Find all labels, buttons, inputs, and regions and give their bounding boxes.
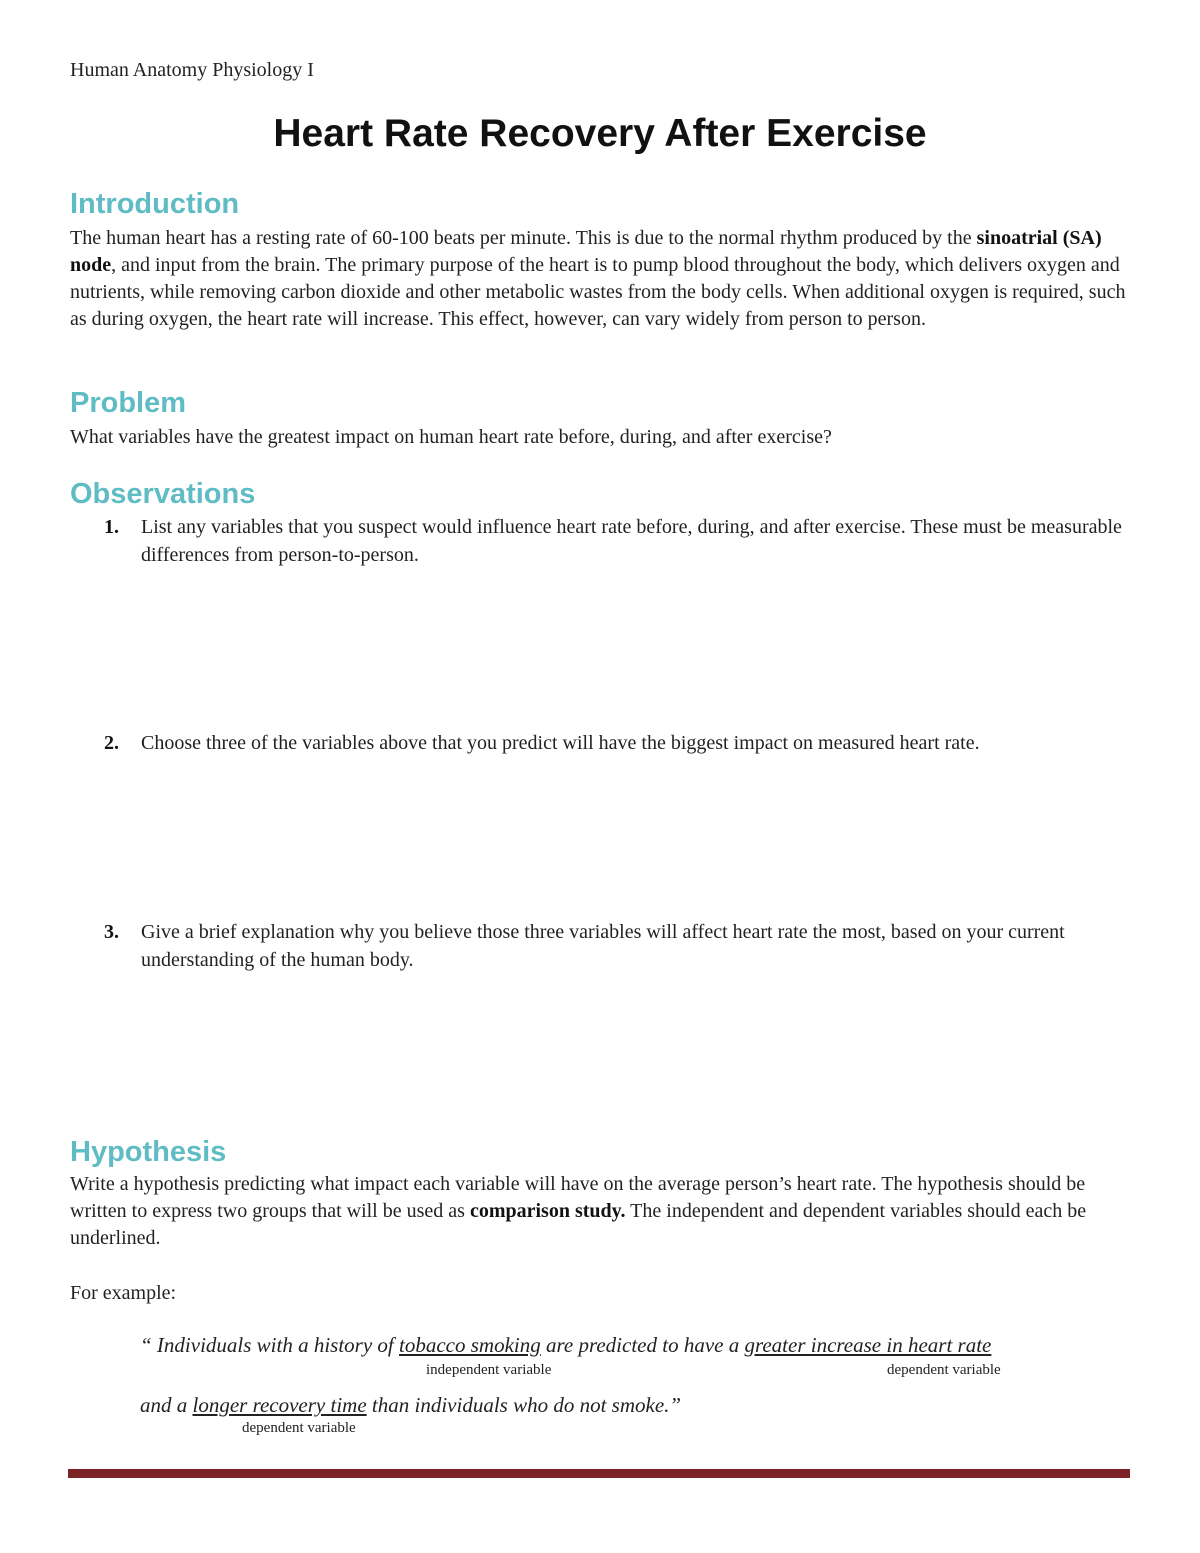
- introduction-heading: Introduction: [70, 188, 240, 220]
- document-title: Heart Rate Recovery After Exercise: [273, 112, 927, 155]
- example-text: and a: [140, 1393, 193, 1417]
- example-text: “ Individuals with a history of: [140, 1333, 400, 1357]
- question-number: 3.: [104, 921, 119, 943]
- example-sentence-line-2: [140, 1393, 681, 1418]
- dependent-variable-annotation: dependent variable: [887, 1362, 1001, 1378]
- dependent-variable-underlined: longer recovery time: [192, 1393, 367, 1417]
- hypothesis-text-1: Write a hypothesis predicting what impact each variable will have on the average person’s heart rate. The hypothesis should be written to express two groups that will be used as: [70, 1173, 1086, 1222]
- question-number: 2.: [104, 732, 119, 754]
- sa-node-term: sinoatrial (SA) node: [70, 227, 1102, 276]
- comparison-study-term: comparison study.: [469, 1200, 626, 1222]
- problem-text: What variables have the greatest impact on human heart rate before, during, and after exercise?: [70, 426, 832, 448]
- course-header: Human Anatomy Physiology I: [70, 59, 314, 81]
- problem-heading: Problem: [70, 387, 187, 419]
- dependent-variable-underlined: greater increase in heart rate: [744, 1333, 992, 1357]
- dependent-variable-annotation: dependent variable: [242, 1420, 356, 1436]
- observations-heading: Observations: [70, 478, 256, 510]
- hypothesis-paragraph: [70, 1171, 1140, 1252]
- observation-question-1: [104, 513, 1140, 569]
- question-text: List any variables that you suspect would influence heart rate before, during, and after exercise. These must be measurable differences from person-to-person.: [141, 516, 1122, 566]
- example-label: For example:: [70, 1282, 177, 1304]
- independent-variable-annotation: independent variable: [426, 1362, 552, 1378]
- footer-divider: [68, 1469, 1130, 1478]
- question-number: 1.: [104, 516, 119, 538]
- observation-question-3: [104, 918, 1140, 974]
- introduction-text-2: , and input from the brain. The primary purpose of the heart is to pump blood throughout the body, which delivers oxygen and nutrients, while removing carbon dioxide and other metabolic wastes from the body cells. When additional oxygen is required, such as during oxygen, the heart rate will increase. This effect, however, can vary widely from person to person.: [70, 254, 1126, 330]
- hypothesis-text-2: The independent and dependent variables should each be underlined.: [70, 1200, 1087, 1249]
- introduction-text-1: The human heart has a resting rate of 60-100 beats per minute. This is due to the normal rhythm produced by the: [70, 227, 977, 249]
- question-text: Choose three of the variables above that you predict will have the biggest impact on measured heart rate.: [141, 732, 980, 754]
- example-text: are predicted to have a: [540, 1333, 745, 1357]
- hypothesis-heading: Hypothesis: [70, 1136, 227, 1168]
- question-text: Give a brief explanation why you believe those three variables will affect heart rate the most, based on your current understanding of the human body.: [141, 921, 1065, 971]
- example-sentence-line-1: [140, 1333, 991, 1358]
- observation-question-2: [104, 729, 1140, 757]
- independent-variable-underlined: tobacco smoking: [399, 1333, 541, 1357]
- introduction-paragraph: [70, 225, 1140, 333]
- example-text: than individuals who do not smoke.”: [366, 1393, 682, 1417]
